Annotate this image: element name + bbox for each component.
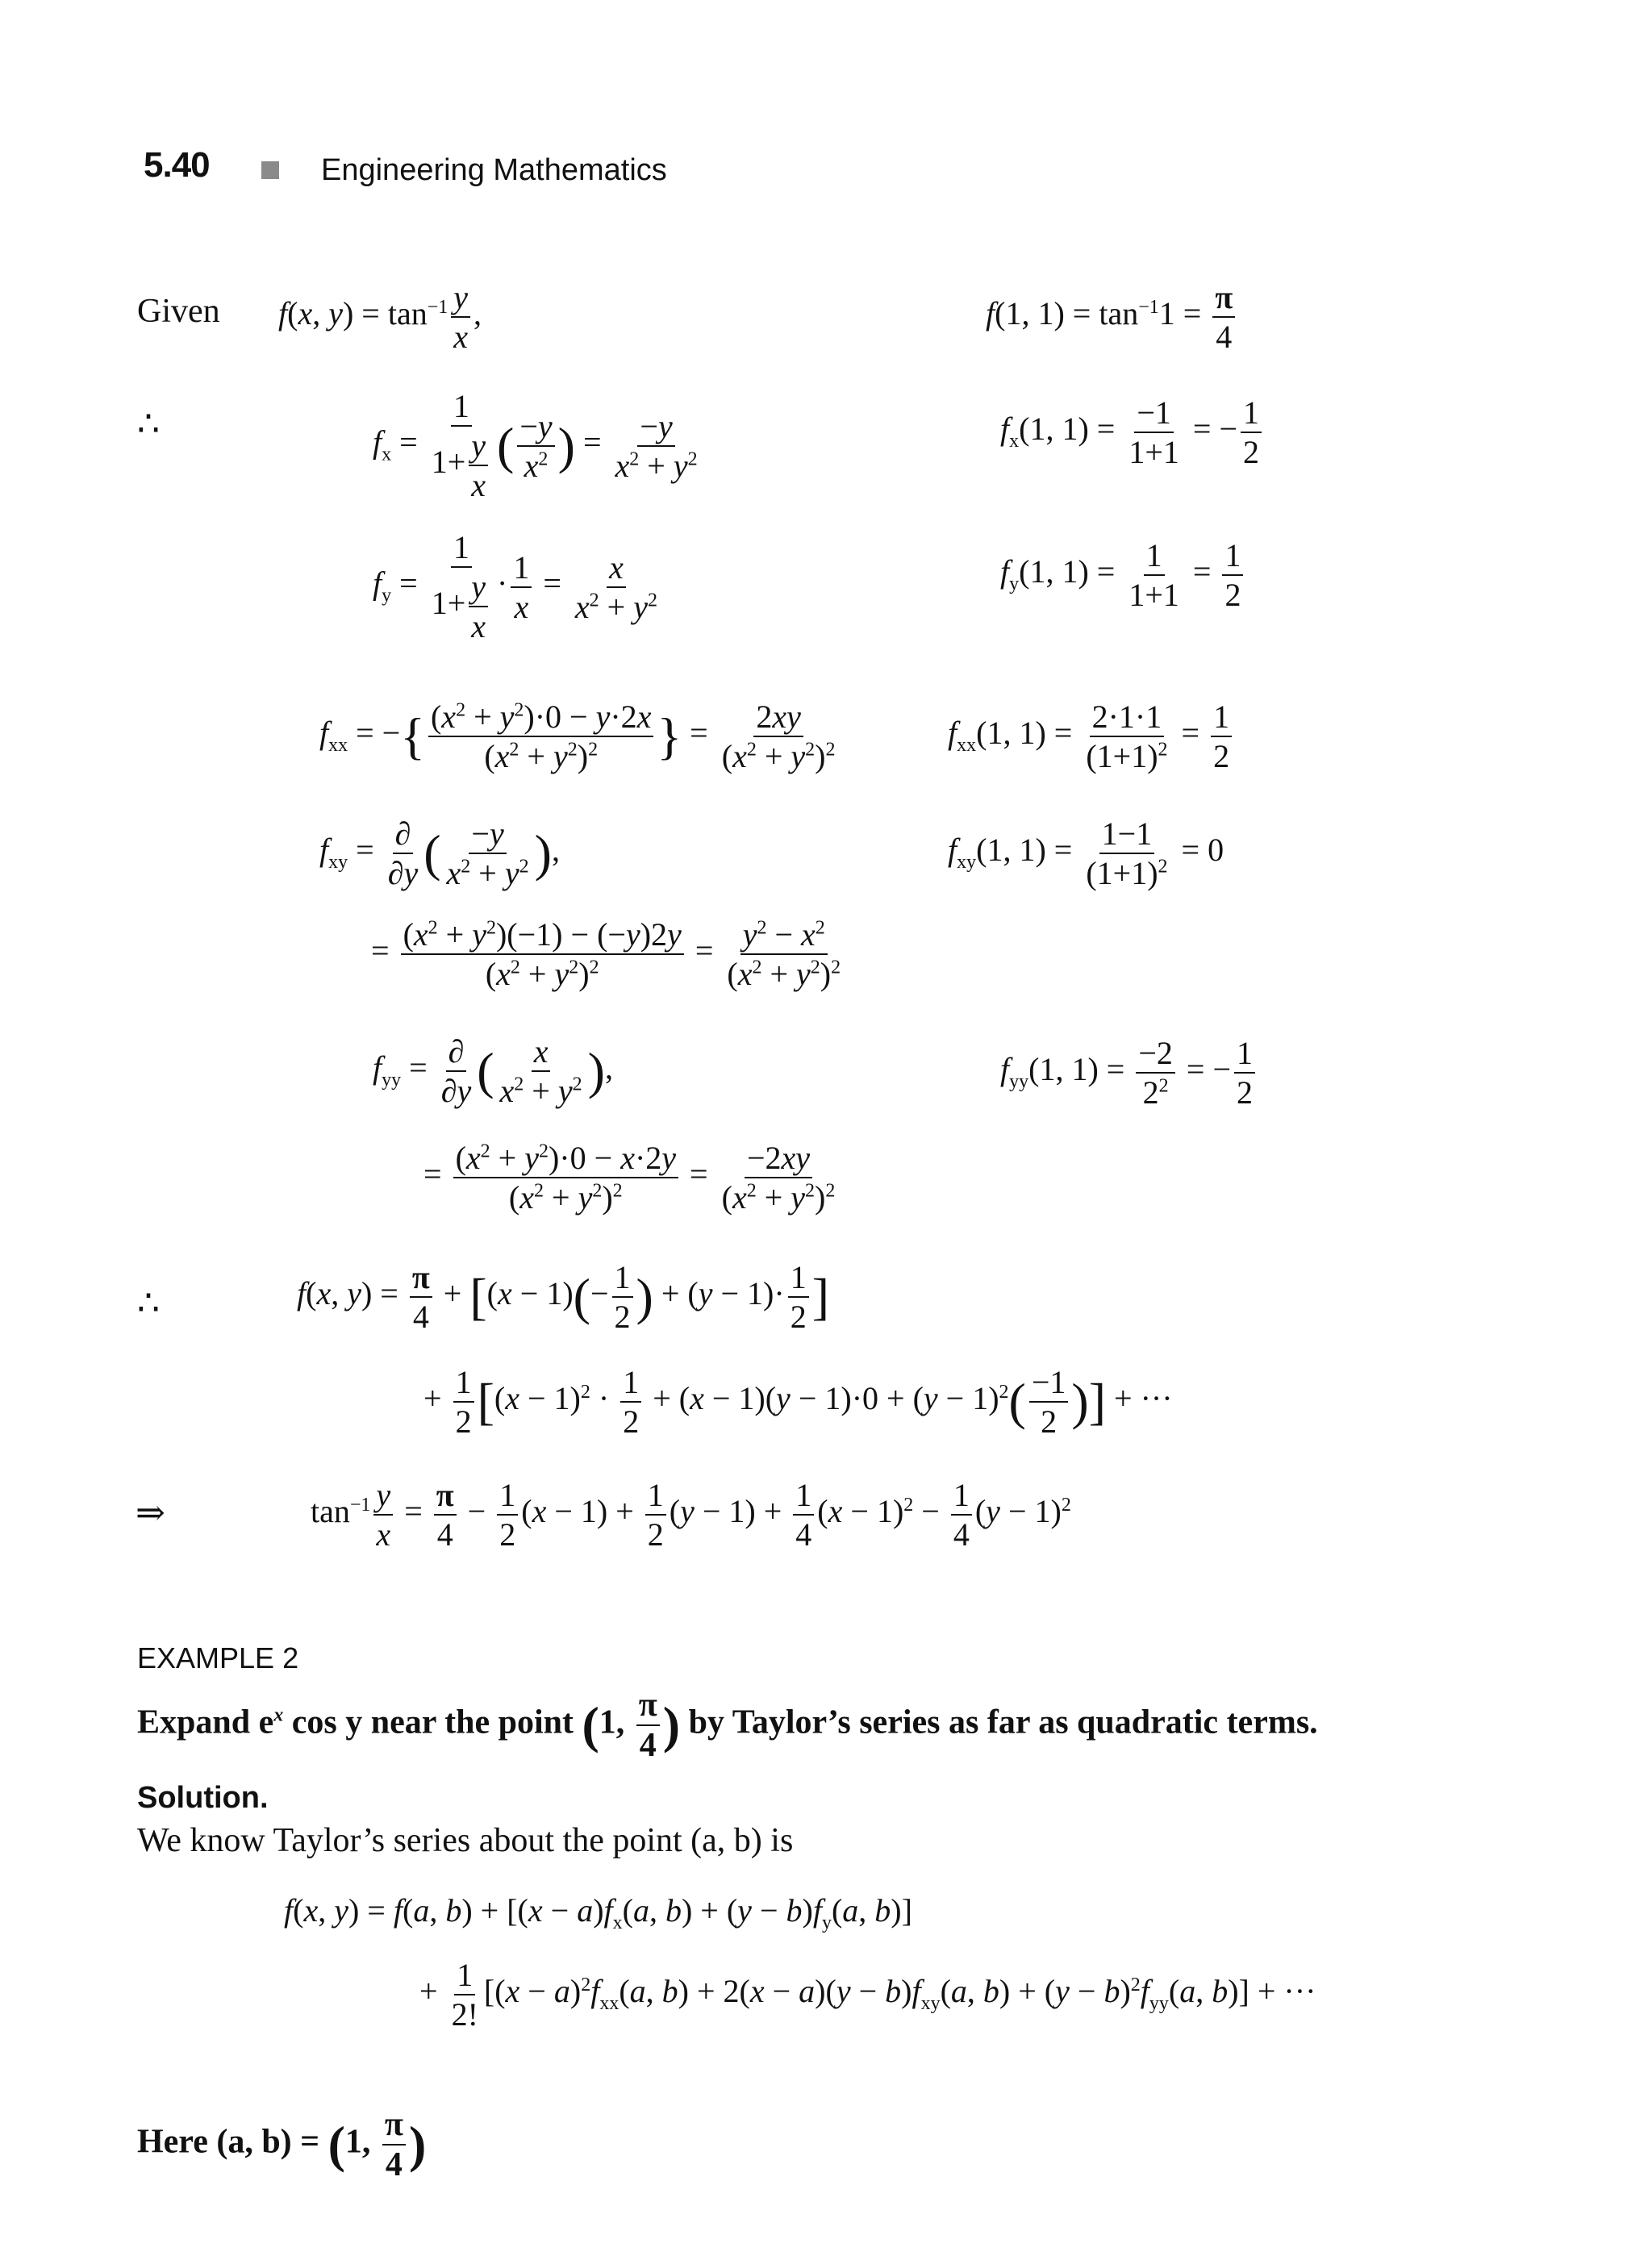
statement-mid: cos y near the point <box>283 1703 582 1741</box>
therefore-symbol-2: ∴ <box>137 1282 160 1324</box>
here-pre: Here (a, b) = <box>137 2123 328 2161</box>
eq-given-f: f(x, $y) = \tan^{-1}$ $\frac{y}{x}$ , <box>278 279 482 355</box>
given-label: Given <box>137 293 220 330</box>
therefore-symbol-1: ∴ <box>137 403 160 444</box>
eq-fx: $f_x$ = 1 1+ $\frac{y}{x}$ ( $\frac{-y}{x^2}$ ) = $\frac{-y}{x^2 + y^2}$ <box>373 388 698 503</box>
implies-symbol: ⇒ <box>136 1492 165 1533</box>
statement-sup: x <box>273 1704 284 1726</box>
here-line: Here (a, b) = (1, $\frac{\pi}{4}$ ) <box>137 2106 427 2183</box>
statement-post: by Taylor’s series as far as quadratic terms. <box>680 1703 1318 1741</box>
eq-taylor-general-1: f(x, y) = f(a, $b) + [(x - a)f_x(a$, $b) + (y - b)f_y(a$, b)] <box>284 1892 912 1933</box>
book-title: Engineering Mathematics <box>321 153 667 187</box>
eq-taylor-1: f(x, y) = $\frac{\pi}{4}$ + [(x − 1)(− $\frac{1}{2}$ ) + (y − 1)· $\frac{1}{2}$ ] <box>297 1259 830 1335</box>
eq-fxy-11: $f_{xy}(1$, 1) = $\frac{1-1}{(1+1)^2}$ = 0 <box>948 815 1224 891</box>
eq-fxy: $f_{xy}$ = ∂ ∂y ( $\frac{-y}{x^2 + y^2}$ ), <box>319 815 560 891</box>
eq-fy-11: $f_y(1$, 1) = $\frac{1}{1+1}$ = $\frac{1}{2}$ <box>1000 536 1246 614</box>
eq-fyy-2: = $\frac{(x^2 + y^2)\cdot 0 - x\cdot 2y}{(x^2 + y^2)^2}$ = $\frac{-2xy}{(x^2 + y^2)^2}$ <box>423 1140 836 1216</box>
eq-taylor-2: + $\frac{1}{2}$ [$(x - 1)^2$ · $\frac{1}{2}$ + $(x - 1)(y - 1)\cdot 0 + (y - 1)^2$( $\frac{-1}{2}$ )] + ··· <box>423 1364 1173 1440</box>
eq-fx-11: $f_x(1$, 1) = $\frac{-1}{1+1}$ = − $\frac{1}{2}$ <box>1000 394 1265 471</box>
eq-fxx-11: $f_{xx}(1$, 1) = $\frac{2\cdot 1\cdot 1}{(1+1)^2}$ = $\frac{1}{2}$ <box>948 698 1235 775</box>
eq-taylor-general-2: + $\frac{1}{2!}$ [$(x - a)^2f_{xx}(a$, $b) + 2(x - a)(y - b)f_{xy}(a$, $b) + (y - b)^2f_{yy}(a$, b)] + ··· <box>419 1957 1316 2033</box>
solution-text: We know Taylor’s series about the point (a, b) is <box>137 1822 794 1859</box>
eq-given-f11: f(1, $1) = \tan^{-1}1$ = $\frac{\pi}{4}$ <box>986 278 1238 356</box>
header-square-icon <box>261 161 279 179</box>
example-label: EXAMPLE 2 <box>137 1641 299 1674</box>
page-number: 5.40 <box>144 145 210 185</box>
eq-fy: $f_y$ = 1 1+ $\frac{y}{x}$ · $\frac{1}{x}$ = $\frac{x}{x^2 + y^2}$ <box>373 529 657 644</box>
eq-fyy: $f_{yy}$ = ∂ ∂y ( $\frac{x}{x^2 + y^2}$ ), <box>373 1033 613 1109</box>
example-statement: Expand $e^x$ cos y near the point (1, $\frac{\pi}{4}$ ) by Taylor’s series as far as quadratic terms. <box>137 1687 1318 1764</box>
eq-fyy-11: $f_{yy}(1$, 1) = $\frac{-2}{2^2}$ = − $\frac{1}{2}$ <box>1000 1034 1258 1111</box>
eq-fxx: $f_{xx}$ = −{ $\frac{(x^2 + y^2)\cdot 0 - y\cdot 2x}{(x^2 + y^2)^2}$ } = $\frac{2xy}{(x^2 + y^2)^2}$ <box>319 698 836 774</box>
eq-result: $\tan^{-1}$ $\frac{y}{x}$ = $\frac{\pi}{4}$ − $\frac{1}{2}$ (x − 1) + $\frac{1}{2}$ (y − 1) + $\frac{1}{4}$ $(x - 1)^2$ − $\frac{1}{4}$ $(y - 1)^2$ <box>311 1477 1071 1553</box>
statement-pre: Expand e <box>137 1703 274 1741</box>
solution-label: Solution. <box>137 1781 269 1815</box>
eq-fxy-2: = $\frac{(x^2 + y^2)(-1) - (-y)2y}{(x^2 + y^2)^2}$ = $\frac{y^2 - x^2}{(x^2 + y^2)^2}$ <box>371 916 841 992</box>
